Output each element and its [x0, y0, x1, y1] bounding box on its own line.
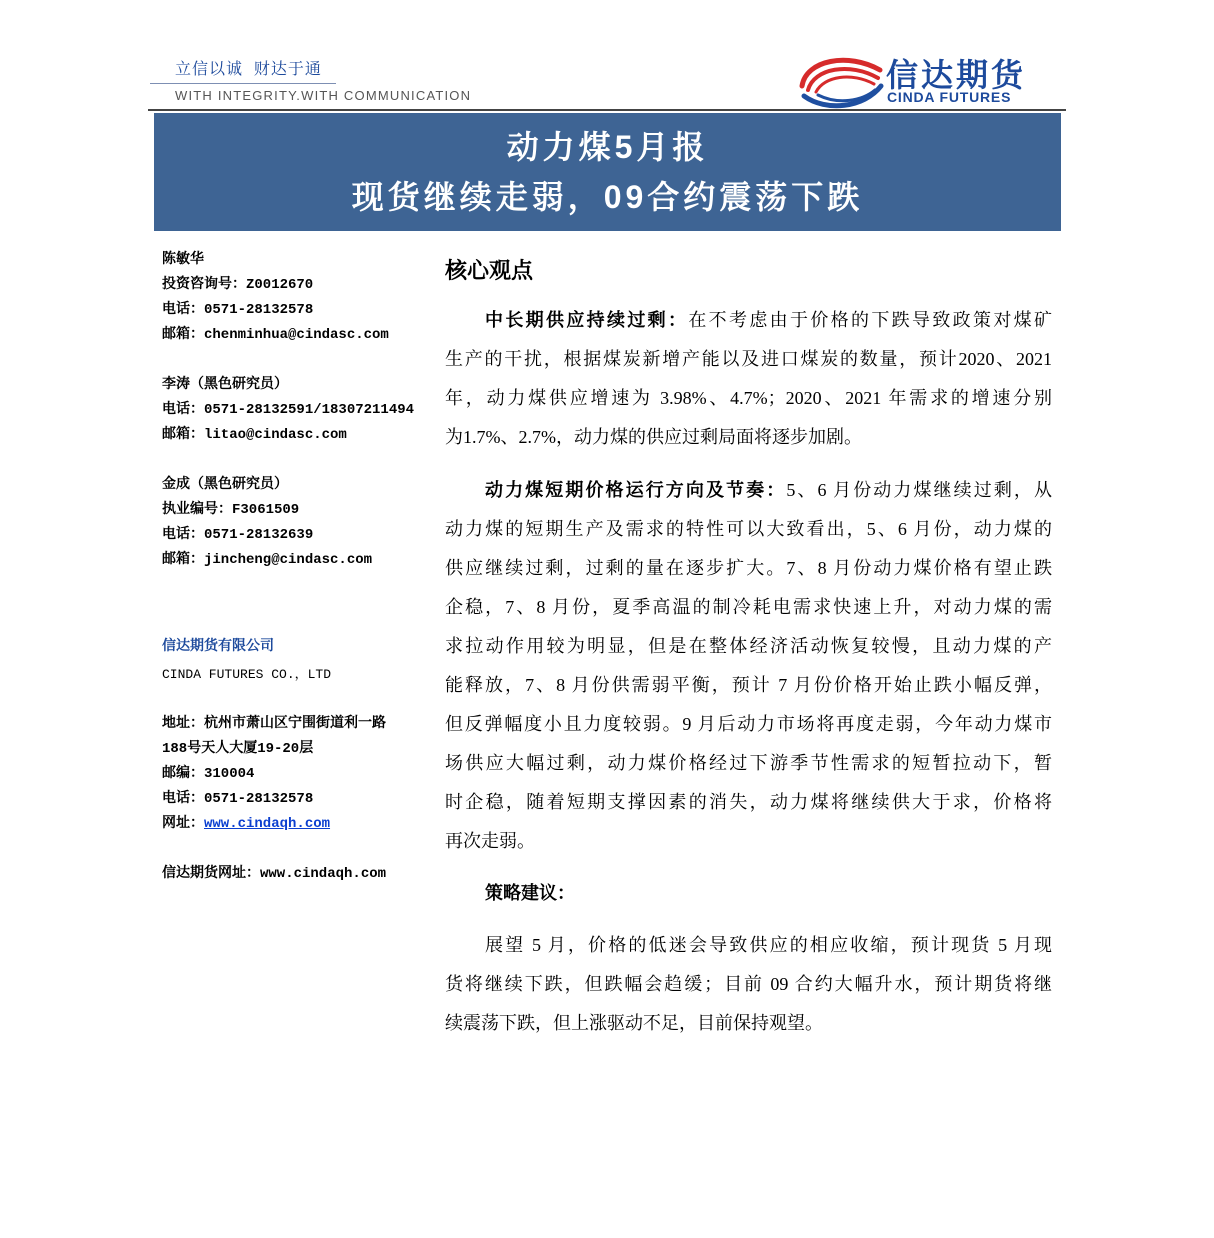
paragraph-short-term	[445, 471, 1052, 861]
lead-phrase: 中长期供应持续过剩：	[485, 310, 689, 330]
analyst-phone: 电话：0571-28132591/18307211494	[162, 402, 415, 418]
paragraph-line: 能释放，7、8 月份供需弱平衡，预计 7 月份价格开始止跌小幅反弹，	[445, 675, 1052, 695]
website-footer	[162, 862, 386, 887]
company-name-chinese: 信达期货有限公司	[162, 639, 274, 655]
lead-phrase: 动力煤短期价格运行方向及节奏：	[485, 480, 787, 500]
website-text: 信达期货网址：www.cindaqh.com	[162, 866, 387, 882]
paragraph-line: 年，动力煤供应增速为 3.98%、4.7%；2020、2021 年需求的增速分别	[445, 388, 1052, 408]
company-phone: 电话：0571-28132578	[162, 791, 314, 807]
website-label: 网址：	[162, 816, 204, 832]
analyst-email: 邮箱：jincheng@cindasc.com	[162, 552, 373, 568]
analyst-license: 投资咨询号：Z0012670	[162, 277, 314, 293]
header-divider	[148, 109, 1066, 111]
company-name-english: CINDA FUTURES CO.，LTD	[162, 667, 332, 682]
company-website-row	[162, 812, 386, 837]
report-title: 动力煤5月报	[506, 129, 709, 165]
title-banner	[154, 113, 1061, 231]
paragraph-line: 求拉动作用较为明显，但是在整体经济活动恢复较慢，且动力煤的产	[445, 636, 1052, 656]
analyst-card	[162, 248, 389, 348]
paragraph-supply	[445, 301, 1052, 457]
slogan-chinese: 立信以诚 财达于通	[175, 61, 322, 78]
paragraph-line: 展望 5 月，价格的低迷会导致供应的相应收缩，预计现货 5 月现	[485, 935, 1052, 955]
analyst-email: 邮箱：litao@cindasc.com	[162, 427, 347, 443]
analyst-email: 邮箱：chenminhua@cindasc.com	[162, 327, 389, 343]
analyst-phone: 电话：0571-28132639	[162, 527, 314, 543]
cinda-swoosh-logo-icon	[798, 52, 884, 110]
logo-wordmark-chinese: 信达期货	[886, 57, 1027, 93]
address-line: 188号天人大厦19-20层	[162, 741, 314, 757]
report-subtitle: 现货继续走弱，09合约震荡下跌	[351, 179, 864, 215]
paragraph-line: 生产的干扰，根据煤炭新增产能以及进口煤炭的数量，预计2020、2021	[445, 349, 1052, 369]
logo-wordmark-english: CINDA FUTURES	[887, 89, 1012, 105]
analyst-card	[162, 473, 372, 573]
paragraph-line: 企稳，7、8 月份，夏季高温的制冷耗电需求快速上升，对动力煤的需	[445, 597, 1052, 617]
postal-code: 邮编：310004	[162, 766, 255, 782]
section-heading: 核心观点	[445, 258, 534, 283]
address-line: 地址：杭州市萧山区宁围街道利一路	[162, 716, 386, 732]
company-block	[162, 634, 331, 688]
analyst-name: 金成（黑色研究员）	[162, 477, 288, 493]
analyst-name: 李涛（黑色研究员）	[162, 377, 288, 393]
website-link[interactable]: www.cindaqh.com	[204, 816, 331, 832]
paragraph-line: 但反弹幅度小且力度较弱。9 月后动力市场将再度走弱，今年动力煤市	[445, 714, 1052, 734]
slogan-english: WITH INTEGRITY.WITH COMMUNICATION	[175, 88, 472, 103]
strategy-heading: 策略建议：	[485, 883, 575, 903]
address-block	[162, 712, 386, 837]
paragraph-line: 为1.7%、2.7%，动力煤的供应过剩局面将逐步加剧。	[445, 427, 862, 447]
paragraph-strategy	[445, 926, 1052, 1043]
paragraph-line: 货将继续下跌，但跌幅会趋缓；目前 09 合约大幅升水，预计期货将继	[445, 974, 1052, 994]
paragraph-line	[445, 471, 1052, 510]
paragraph-line: 供应继续过剩，过剩的量在逐步扩大。7、8 月份动力煤价格有望止跌	[445, 558, 1052, 578]
analyst-license: 执业编号：F3061509	[162, 502, 300, 518]
line-text: 5、6 月份动力煤继续过剩，从	[786, 480, 1053, 500]
paragraph-line: 续震荡下跌，但上涨驱动不足，目前保持观望。	[445, 1013, 823, 1033]
paragraph-line: 场供应大幅过剩，动力煤价格经过下游季节性需求的短暂拉动下，暂	[445, 753, 1052, 773]
analyst-name: 陈敏华	[162, 252, 204, 268]
paragraph-line	[445, 301, 1052, 340]
paragraph-line: 时企稳，随着短期支撑因素的消失，动力煤将继续供大于求，价格将	[445, 792, 1052, 812]
analyst-phone: 电话：0571-28132578	[162, 302, 314, 318]
analyst-card	[162, 373, 414, 448]
slogan-underline	[150, 83, 336, 84]
paragraph-line: 再次走弱。	[445, 831, 535, 851]
paragraph-line: 动力煤的短期生产及需求的特性可以大致看出，5、6 月份，动力煤的	[445, 519, 1052, 539]
line-text: 在不考虑由于价格的下跌导致政策对煤矿	[688, 310, 1053, 330]
